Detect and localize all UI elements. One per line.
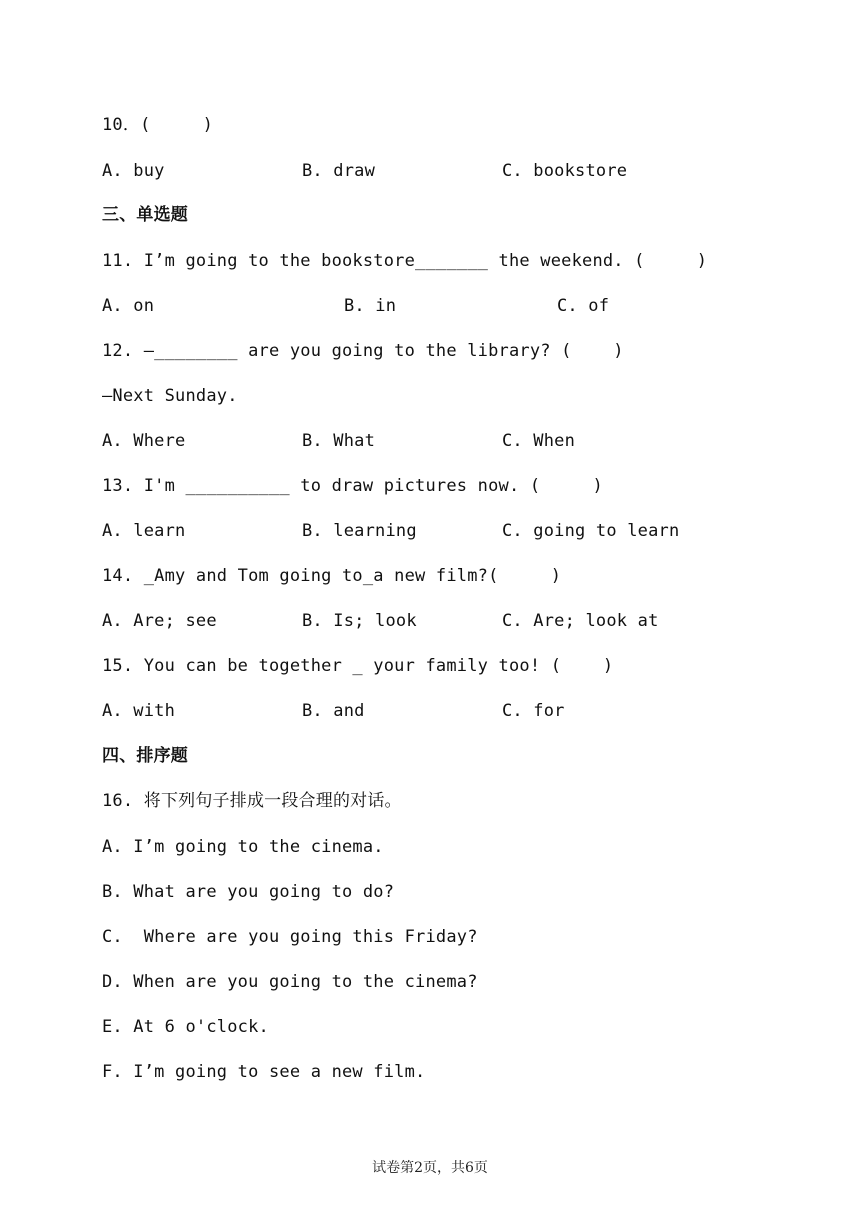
question-11-stem: 11. I’m going to the bookstore_______ the weekend. ( ) — [102, 251, 708, 271]
question-10-option-b: B. draw — [302, 161, 376, 181]
question-13-option-c: C. going to learn — [502, 521, 680, 541]
question-10-option-a: A. buy — [102, 161, 165, 181]
question-15-option-c: C. for — [502, 701, 565, 721]
question-16-stem — [102, 789, 402, 813]
question-16-number: 16. — [102, 791, 144, 811]
question-13-option-a: A. learn — [102, 521, 186, 541]
page-footer: 试卷第2页，共6页 — [372, 1160, 488, 1176]
question-11-option-a: A. on — [102, 296, 155, 316]
question-16-sentence-a: A. I’m going to the cinema. — [102, 837, 384, 857]
question-15-stem: 15. You can be together _ your family too! ( ) — [102, 656, 614, 676]
section-heading-single-choice: 三、单选题 — [102, 205, 188, 225]
question-16-sentence-e: E. At 6 o'clock. — [102, 1017, 269, 1037]
question-15-option-b: B. and — [302, 701, 365, 721]
question-13-stem: 13. I'm __________ to draw pictures now. ( ) — [102, 476, 603, 496]
question-16-sentence-b: B. What are you going to do? — [102, 882, 395, 902]
question-14-option-b: B. Is; look — [302, 611, 417, 631]
question-15-option-a: A. with — [102, 701, 176, 721]
question-11-option-c: C. of — [557, 296, 610, 316]
question-16-sentence-d: D. When are you going to the cinema? — [102, 972, 478, 992]
section-heading-ordering: 四、排序题 — [102, 746, 188, 766]
question-12-option-b: B. What — [302, 431, 376, 451]
question-13-option-b: B. learning — [302, 521, 417, 541]
question-10-stem: 10．( ) — [102, 115, 214, 135]
question-16-sentence-c: C. Where are you going this Friday? — [102, 927, 478, 947]
question-16-instruction: 将下列句子排成一段合理的对话。 — [143, 791, 402, 811]
question-16-sentence-f: F. I’m going to see a new film. — [102, 1062, 426, 1082]
question-14-option-a: A. Are; see — [102, 611, 217, 631]
question-12-option-c: C. When — [502, 431, 576, 451]
question-14-option-c: C. Are; look at — [502, 611, 659, 631]
question-12-option-a: A. Where — [102, 431, 186, 451]
question-14-stem: 14. _Amy and Tom going to_a new film?( ) — [102, 566, 562, 586]
question-12-stem: 12. —________ are you going to the library? ( ) — [102, 341, 624, 361]
question-11-option-b: B. in — [344, 296, 397, 316]
question-12-reply: —Next Sunday. — [102, 386, 238, 406]
question-10-option-c: C. bookstore — [502, 161, 628, 181]
